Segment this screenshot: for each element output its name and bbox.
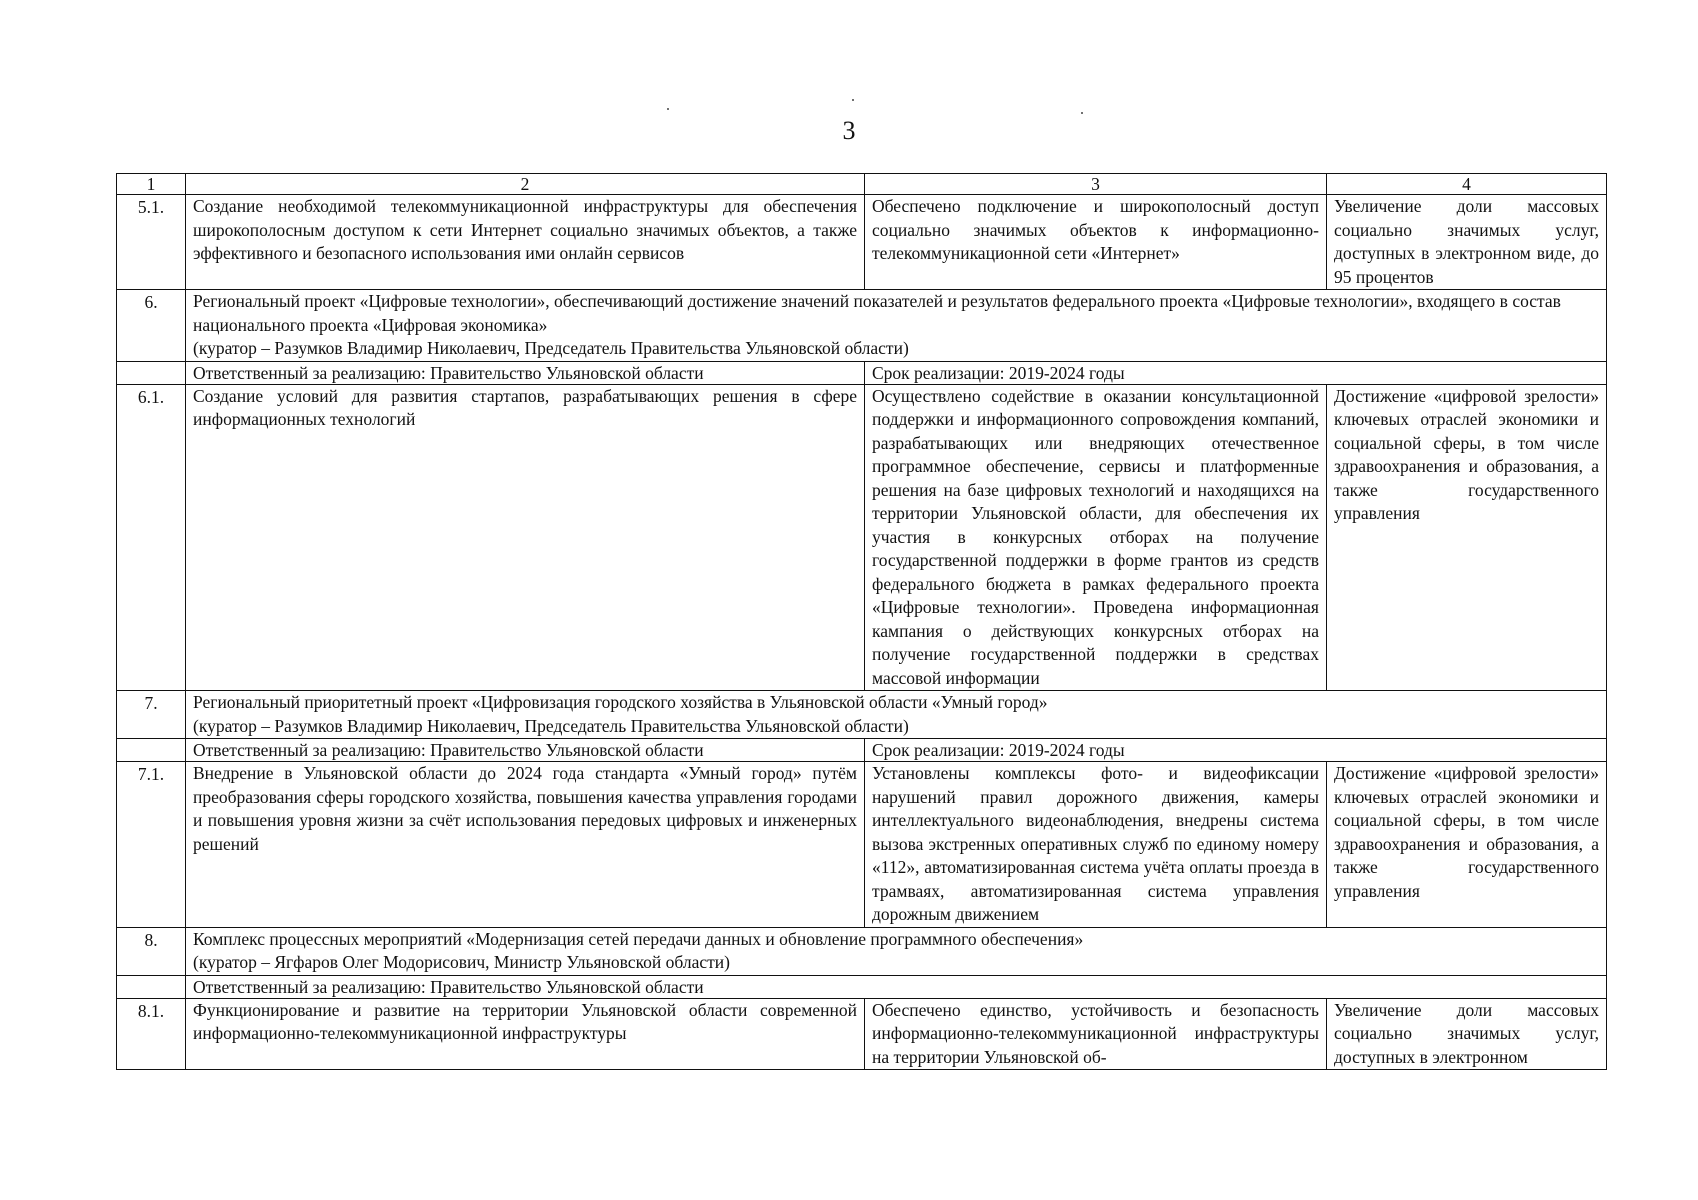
result-cell: Установлены комплексы фото- и видеофиксации нарушений правил дорожного движения, камеры интеллектуального видеонаблюдения, внедрены система вызова экстренных оперативных служб по единому номеру «112», автоматизированная система учёта оплаты проезда в трамваях, автоматизированная система управления дорожным движением [865,762,1327,928]
project-title: Региональный проект «Цифровые технологии», обеспечивающий достижение значений показателей и результатов федерального проекта «Цифровые технологии», входящего в состав национального проекта «Цифровая экономика» [193,291,1561,335]
term-cell: Срок реализации: 2019-2024 годы [865,361,1607,384]
result-cell: Обеспечено единство, устойчивость и безопасность информационно-телекоммуникационной инфраструктуры на территории Ульяновской об- [865,998,1327,1070]
responsible-cell: Ответственный за реализацию: Правительство Ульяновской области [186,361,865,384]
term-cell: Срок реализации: 2019-2024 годы [865,739,1607,762]
column-header: 4 [1327,174,1607,195]
row-number: 7. [117,691,186,739]
row-number: 8. [117,927,186,975]
responsibility-row [117,361,1607,384]
table-row [117,762,1607,928]
project-title-cell [186,691,1607,739]
table-header-row [117,174,1607,195]
project-title-cell [186,290,1607,362]
scan-speck [1081,112,1083,114]
project-curator: (куратор – Разумков Владимир Николаевич, Председатель Правительства Ульяновской области) [193,715,909,736]
row-number: 6.1. [117,384,186,691]
table-row [117,998,1607,1070]
column-header: 2 [186,174,865,195]
project-row [117,691,1607,739]
responsibility-row [117,739,1607,762]
responsible-cell: Ответственный за реализацию: Правительство Ульяновской области [186,975,1607,998]
measure-cell: Создание необходимой телекоммуникационной инфраструктуры для обеспечения широкополосным доступом к сети Интернет социально значимых объектов, а также эффективного и безопасного использования ими онлайн сервисов [186,195,865,290]
measure-cell: Внедрение в Ульяновской области до 2024 года стандарта «Умный город» путём преобразования сферы городского хозяйства, повышения качества управления городами и повышения уровня жизни за счёт использования передовых цифровых и инженерных решений [186,762,865,928]
row-number: 8.1. [117,998,186,1070]
effect-cell: Достижение «цифровой зрелости» ключевых отраслей экономики и социальной сферы, в том числе здравоохранения и образования, а также государственного управления [1327,762,1607,928]
scan-speck [667,108,669,110]
result-cell: Обеспечено подключение и широкополосный доступ социально значимых объектов к информационно-телекоммуникационной сети «Интернет» [865,195,1327,290]
effect-cell: Увеличение доли массовых социально значимых услуг, доступных в электронном виде, до 95 процентов [1327,195,1607,290]
page-number: 3 [842,116,856,145]
empty-cell [117,975,186,998]
effect-cell: Достижение «цифровой зрелости» ключевых отраслей экономики и социальной сферы, в том числе здравоохранения и образования, а также государственного управления [1327,384,1607,691]
column-header: 1 [117,174,186,195]
project-row [117,927,1607,975]
empty-cell [117,361,186,384]
empty-cell [117,739,186,762]
project-curator: (куратор – Ягфаров Олег Модорисович, Министр Ульяновской области) [193,952,730,972]
table-row [117,195,1607,290]
project-title: Региональный приоритетный проект «Цифровизация городского хозяйства в Ульяновской области «Умный город» [193,692,1048,712]
row-number: 5.1. [117,195,186,290]
report-table [116,173,1607,1070]
measure-cell: Функционирование и развитие на территории Ульяновской области современной информационно-телекоммуникационной инфраструктуры [186,998,865,1070]
project-curator: (куратор – Разумков Владимир Николаевич, Председатель Правительства Ульяновской области) [193,338,909,358]
project-title: Комплекс процессных мероприятий «Модернизация сетей передачи данных и обновление программного обеспечения» [193,928,1084,949]
project-title-cell [186,927,1607,975]
project-row [117,290,1607,362]
measure-cell: Создание условий для развития стартапов, разрабатывающих решения в сфере информационных технологий [186,384,865,691]
row-number: 7.1. [117,762,186,928]
row-number: 6. [117,290,186,362]
scan-speck [852,99,854,101]
result-cell: Осуществлено содействие в оказании консультационной поддержки и информационного сопровождения компаний, разрабатывающих или внедряющих отечественное программное обеспечение, сервисы и платформенные решения на базе цифровых технологий и находящихся на территории Ульяновской области, для обеспечения их участия в конкурсных отборах на получение государственной поддержки в форме грантов из средств федерального бюджета в рамках федерального проекта «Цифровые технологии». Проведена информационная кампания о действующих конкурсных отборах на получение государственной поддержки в средствах массовой информации [865,384,1327,691]
table-row [117,384,1607,691]
column-header: 3 [865,174,1327,195]
responsible-cell: Ответственный за реализацию: Правительство Ульяновской области [186,739,865,762]
effect-cell: Увеличение доли массовых социально значимых услуг, доступных в электронном [1327,998,1607,1070]
responsibility-row [117,975,1607,998]
